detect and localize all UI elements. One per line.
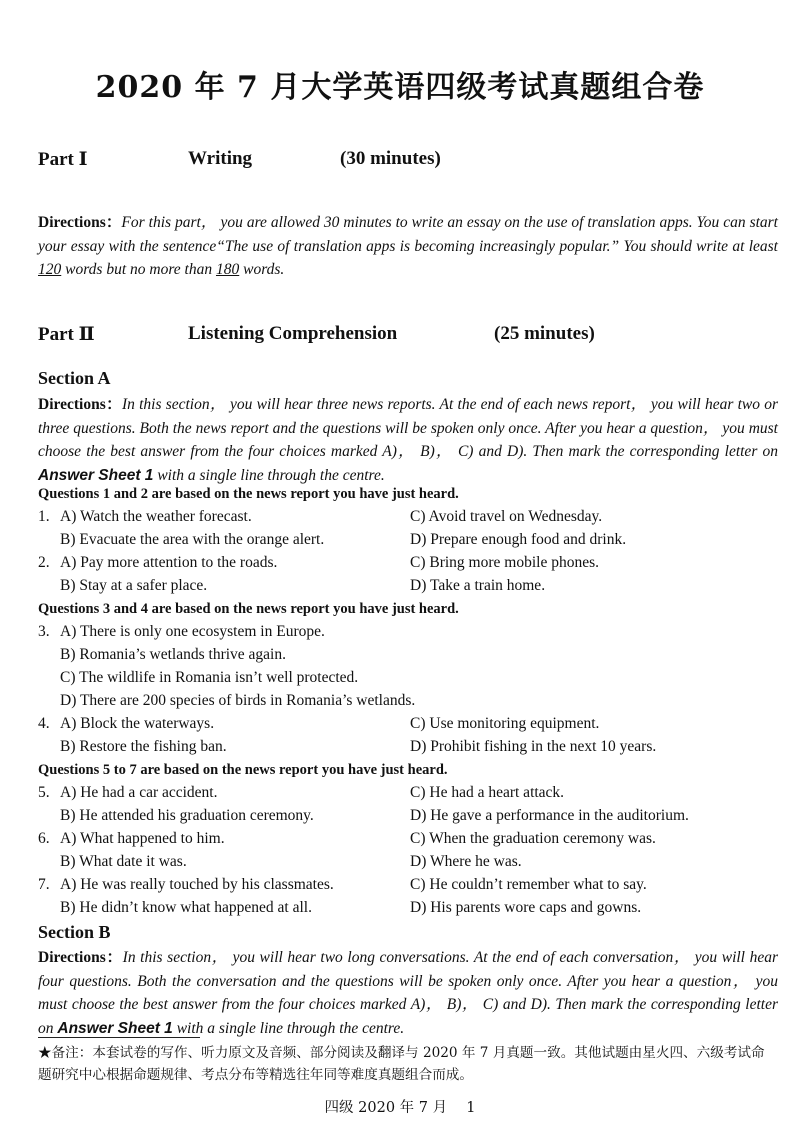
section-a-title: Section A xyxy=(38,368,111,388)
question-3 xyxy=(38,623,778,646)
option-c: C) He had a heart attack. xyxy=(410,784,565,801)
option-b: B) What date it was. xyxy=(60,853,187,870)
question-group-header: Questions 1 and 2 are based on the news report you have just heard. xyxy=(38,486,459,502)
question-3-row3 xyxy=(38,669,778,692)
option-d: D) Prepare enough food and drink. xyxy=(410,531,627,548)
footnote: ★备注：本套试卷的写作、听力原文及音频、部分阅读及翻译与 2020 年 7 月真题一致。其他试题由星火四、六级考试命题研究中心根据命题规律、考点分布等精选往年同等难度真题组合而成。 xyxy=(38,1045,765,1083)
directions-text: with a single line through the centre. xyxy=(172,1019,405,1037)
question-number: 4. xyxy=(38,715,50,732)
directions-label: Directions： xyxy=(38,214,122,231)
option-a: A) He was really touched by his classmates. xyxy=(60,876,334,893)
question-1-row2 xyxy=(38,531,778,554)
footnote-divider xyxy=(38,1037,200,1038)
question-2 xyxy=(38,554,778,577)
option-d: D) He gave a performance in the auditorium. xyxy=(410,807,689,824)
question-number: 5. xyxy=(38,784,50,801)
option-d: D) There are 200 species of birds in Romania’s wetlands. xyxy=(60,692,416,709)
option-b: B) He didn’t know what happened at all. xyxy=(60,899,312,916)
option-b: B) Romania’s wetlands thrive again. xyxy=(60,646,286,663)
part1-heading xyxy=(38,148,778,176)
question-number: 7. xyxy=(38,876,50,893)
option-b: B) Restore the fishing ban. xyxy=(60,738,227,755)
option-c: C) The wildlife in Romania isn’t well protected. xyxy=(60,669,359,686)
question-6 xyxy=(38,830,778,853)
option-d: D) Where he was. xyxy=(410,853,522,870)
directions-text: with a single line through the centre. xyxy=(153,466,385,484)
part1-label: Part Ⅰ xyxy=(38,149,88,170)
page-footer: 四级 2020 年 7 月 1 xyxy=(324,1100,476,1116)
question-4-row2 xyxy=(38,738,778,761)
question-group-header: Questions 5 to 7 are based on the news report you have just heard. xyxy=(38,762,448,778)
directions-text: For this part， you are allowed 30 minutes to write an essay on the use of translation apps. You can start your essay with the sentence“The use of translation apps is becoming increasingly popular.” You should write at least xyxy=(38,214,778,255)
directions-label: Directions： xyxy=(38,396,122,413)
question-5 xyxy=(38,784,778,807)
min-words: 120 xyxy=(38,261,62,278)
question-group-header: Questions 3 and 4 are based on the news report you have just heard. xyxy=(38,601,459,617)
option-a: A) Block the waterways. xyxy=(60,715,215,732)
section-a-directions xyxy=(38,393,778,487)
option-c: C) Avoid travel on Wednesday. xyxy=(410,508,603,525)
question-number: 3. xyxy=(38,623,50,640)
question-2-row2 xyxy=(38,577,778,600)
option-d: D) Take a train home. xyxy=(410,577,546,594)
directions-text: words but no more than xyxy=(61,261,216,278)
part2-label: Part Ⅱ xyxy=(38,324,95,345)
option-a: A) What happened to him. xyxy=(60,830,225,847)
part2-time: (25 minutes) xyxy=(494,323,595,344)
answer-sheet-label: Answer Sheet 1 xyxy=(38,466,154,484)
option-c: C) Use monitoring equipment. xyxy=(410,715,600,732)
directions-text: words. xyxy=(239,261,285,278)
directions-label: Directions： xyxy=(38,949,123,966)
part1-time: (30 minutes) xyxy=(340,148,441,169)
max-words: 180 xyxy=(215,261,240,278)
question-7-row2 xyxy=(38,899,778,922)
question-number: 6. xyxy=(38,830,50,847)
part1-directions xyxy=(38,211,778,282)
question-3-row2 xyxy=(38,646,778,669)
question-number: 2. xyxy=(38,554,50,571)
option-c: C) He couldn’t remember what to say. xyxy=(410,876,647,893)
section-b-title: Section B xyxy=(38,922,111,942)
question-4 xyxy=(38,715,778,738)
option-b: B) He attended his graduation ceremony. xyxy=(60,807,314,824)
question-6-row2 xyxy=(38,853,778,876)
question-1 xyxy=(38,508,778,531)
option-d: D) His parents wore caps and gowns. xyxy=(410,899,642,916)
page-title: 2020 年 7 月大学英语四级考试真题组合卷 xyxy=(95,70,705,105)
option-b: B) Evacuate the area with the orange alert. xyxy=(60,531,325,548)
option-a: A) He had a car accident. xyxy=(60,784,218,801)
answer-sheet-label: Answer Sheet 1 xyxy=(57,1019,173,1037)
part2-heading xyxy=(38,323,778,351)
directions-text: In this section， you will hear two long conversations. At the end of each conversation， you will hear four questions. Both the conversation and the questions will be spoken only once. After you hear a question， you must choose the best answer from the four choices marked A)， B)， C) and D). Then mark the corresponding letter on xyxy=(38,949,778,1037)
question-7 xyxy=(38,876,778,899)
option-a: A) Pay more attention to the roads. xyxy=(60,554,278,571)
part1-name: Writing xyxy=(188,148,253,169)
question-3-row4 xyxy=(38,692,778,715)
section-b-directions xyxy=(38,946,778,1040)
directions-text: In this section， you will hear three news reports. At the end of each news report， you will hear two or three questions. Both the news report and the questions will be spoken only once. After you hear a question， you must choose the best answer from the four choices marked A)， B)， C) and D). Then mark the corresponding letter on xyxy=(38,396,779,460)
option-c: C) When the graduation ceremony was. xyxy=(410,830,656,847)
option-c: C) Bring more mobile phones. xyxy=(410,554,599,571)
question-5-row2 xyxy=(38,807,778,830)
question-number: 1. xyxy=(38,508,50,525)
part2-name: Listening Comprehension xyxy=(188,323,398,344)
option-b: B) Stay at a safer place. xyxy=(60,577,208,594)
option-a: A) Watch the weather forecast. xyxy=(60,508,252,525)
option-d: D) Prohibit fishing in the next 10 years. xyxy=(410,738,657,755)
option-a: A) There is only one ecosystem in Europe. xyxy=(60,623,325,640)
